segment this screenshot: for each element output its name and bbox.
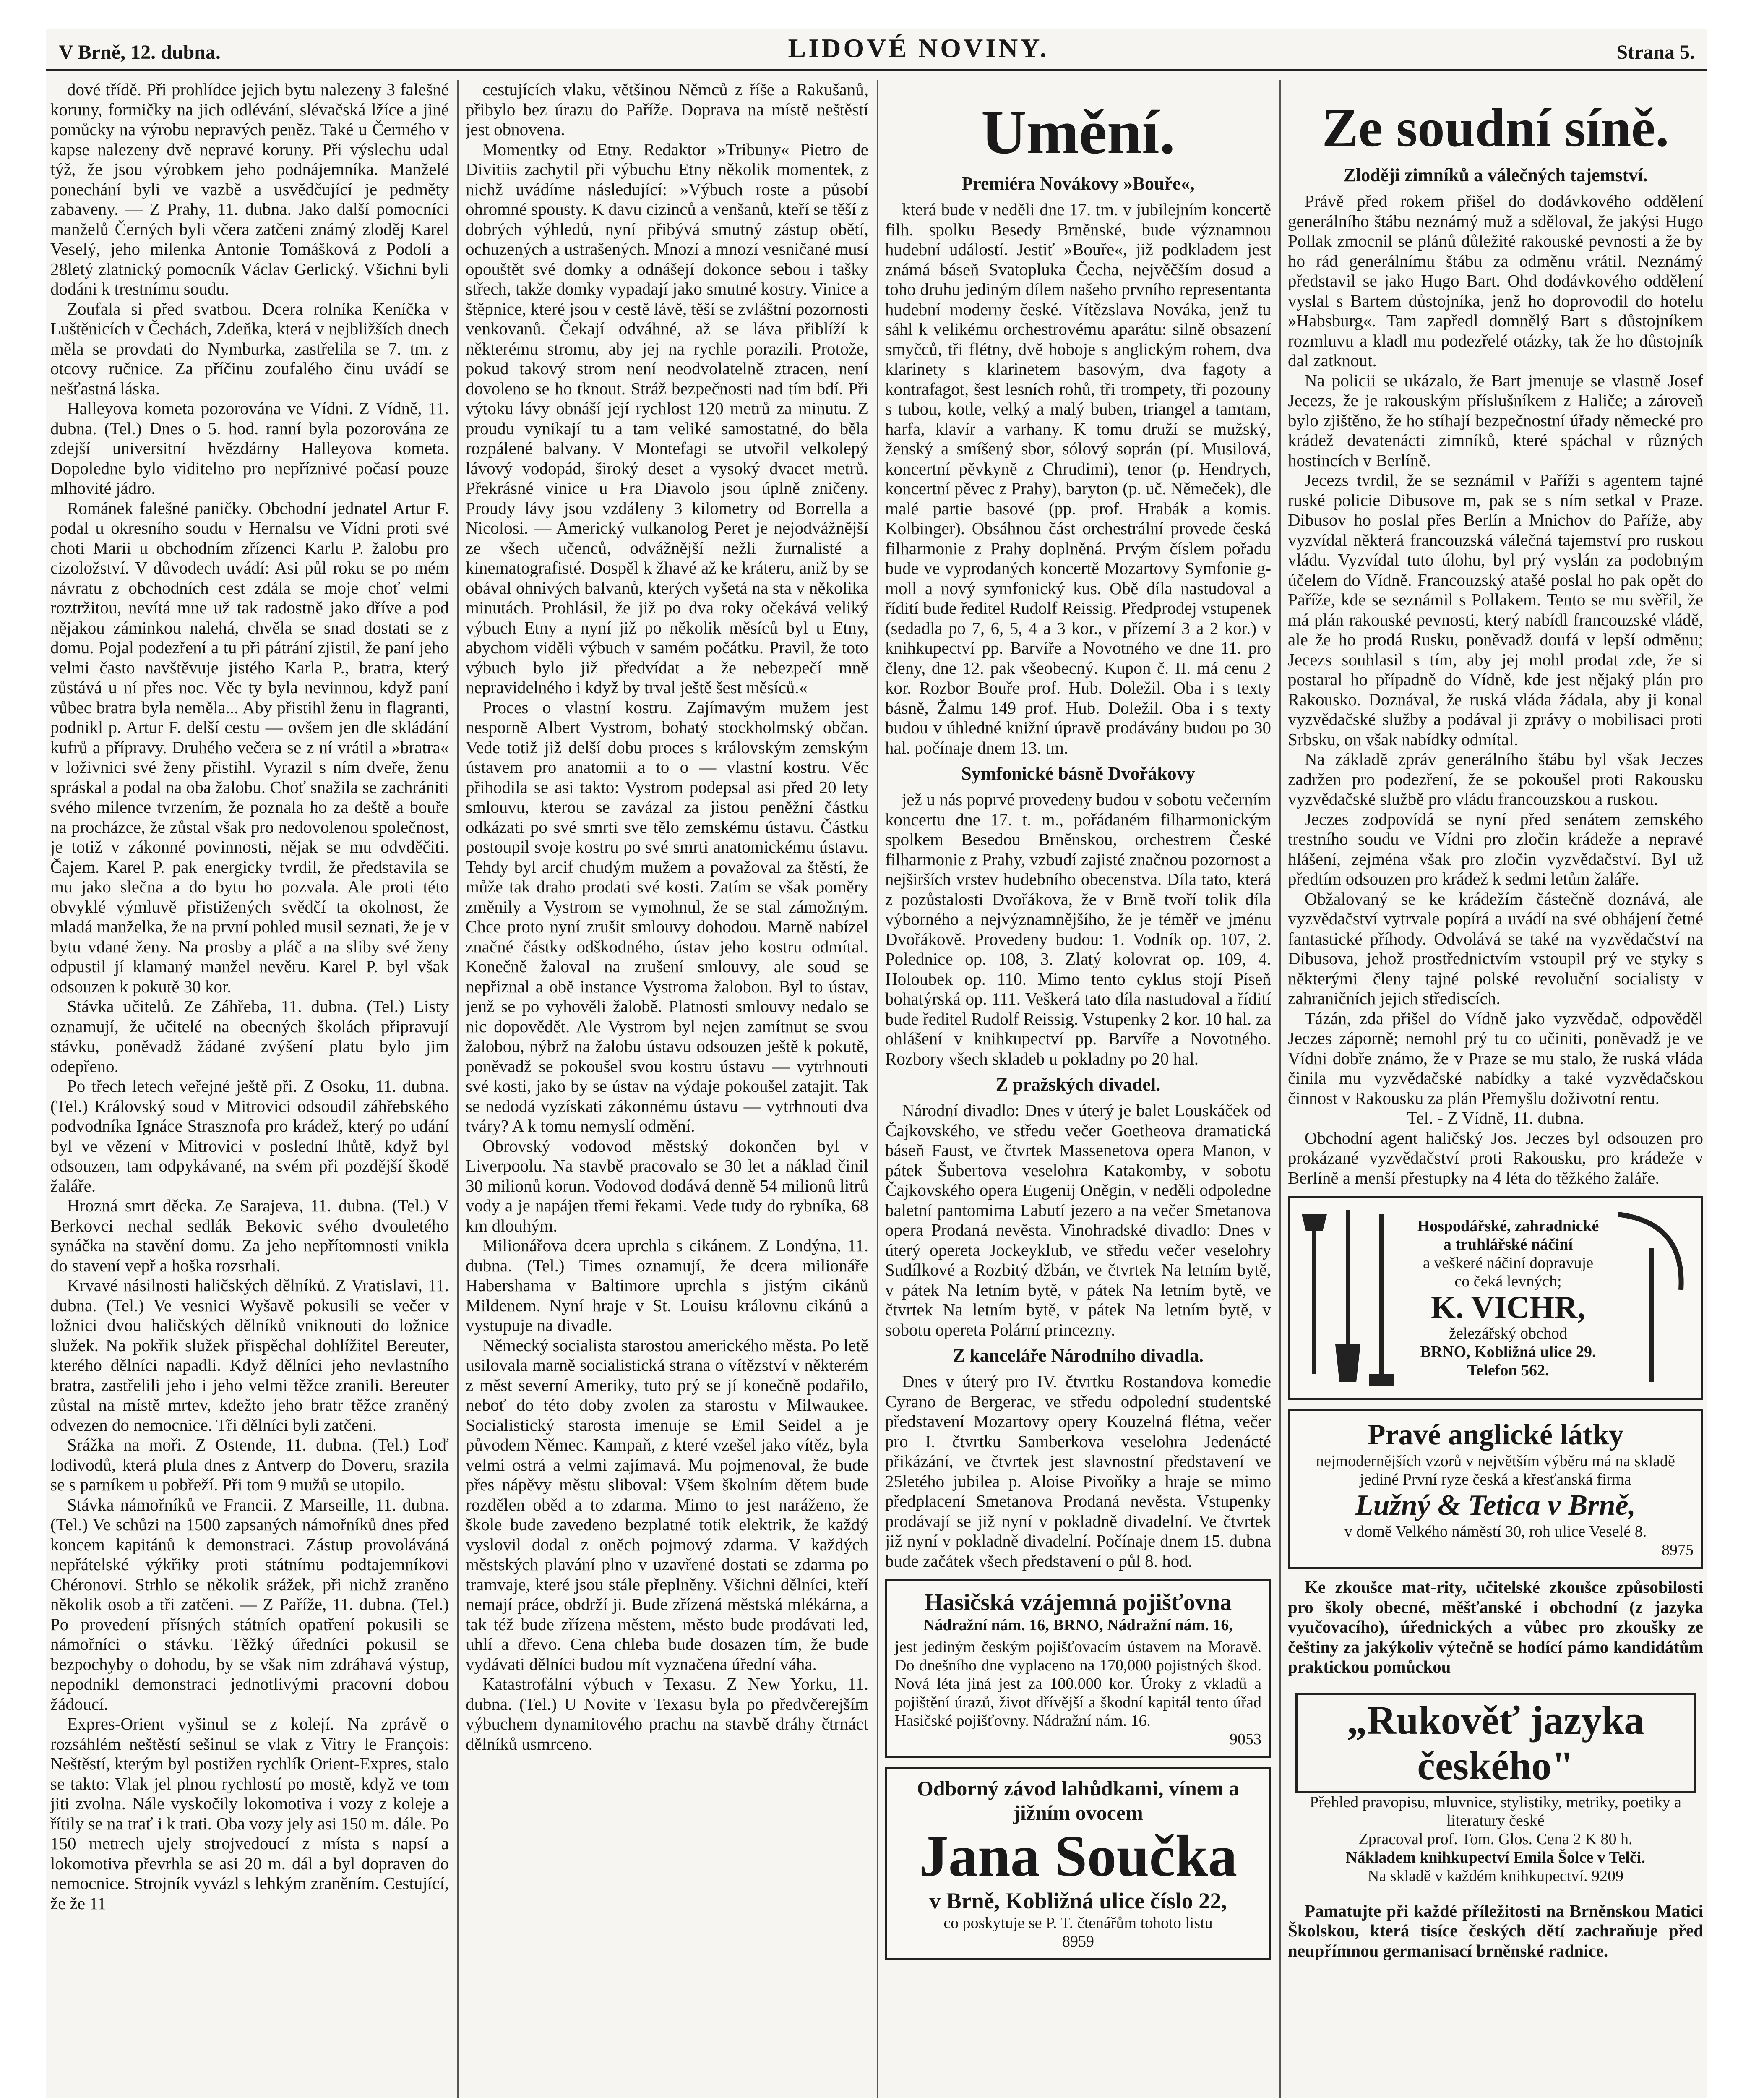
scythe-icon	[1610, 1206, 1694, 1391]
article-paragraph: Jecezs tvrdil, že se seznámil v Paříži s agentem tajné ruské policie Dibusove m, pak se s ním setkal v Praze. Dibusov ho poslal přes Berlín a Mnichov do Paříže, aby vyzvídal některá francouzská válečná tajemství pro ruskou vládu. Vyzvídal tuto úlohu, byl prý vyslán za podobným účelem do Vídně. Francouzský atašé poslal ho pak opět do Paříže, kde se seznámil s Pollakem. Tento se mu svěřil, že má plán rakouské pevnosti, který nabídl francouzské vládě, ale že ho prodá Rusku, poněvadž doufá v lepší odměnu; Jecezs souhlasil s tím, aby jej mohl prodat zde, že si postaral ho případně do Vídně, kde jest nějaký plán pro Rakousko. Doznával, že ruská vláda žádala, aby ji konal vyzvědačské služby a podával ji zprávy o mobilisaci proti Srbsku, on však nabídky odmítal.	[1288, 470, 1703, 749]
column-3	[885, 80, 1271, 2098]
article-paragraph: jež u nás poprvé provedeny budou v sobotu večerním koncertu dne 17. t. m., pořádaném filharmonickým spolkem Besedou Brněnskou, orchestrem České filharmonie z Prahy, vzbudí zajisté značnou pozornost a nejširších vrstev hudebního obecenstva. Díla tato, která z pozůstalosti Dvořákova, že v Brně tvoří tolik díla výborného a nejvýznamnějšího, že je téměř ve jménu Dvořákově. Provedeny budou: 1. Vodník op. 107, 2. Polednice op. 108, 3. Zlatý kolovrat op. 109, 4. Holoubek op. 110. Mimo tento cyklus stojí Píseň bohatýrská op. 111. Veškerá tato díla nastudoval a řídití bude ředitel Rudolf Reissig. Vstupenky 2 kor. 10 hal. za ohlášení v knihkupectví pp. Barvíře a Novotného. Rozbory všech skladeb u pokladny po 20 hal.	[885, 790, 1271, 1068]
article-heading: Z kanceláře Národního divadla.	[952, 1345, 1204, 1366]
article-heading: Z pražských divadel.	[995, 1074, 1161, 1095]
ad-address: v Brně, Kobližná ulice číslo 22,	[929, 1888, 1227, 1913]
ad-hasicska-pojistovna	[885, 1579, 1271, 1758]
ad-name: Jana Součka	[919, 1824, 1238, 1889]
article-paragraph: Srážka na moři. Z Ostende, 11. dubna. (Tel.) Loď lodivodů, která plula dnes z Antverp do Doveru, srazila se s parníkem u pobřeží. Při tom 9 mužů se utopilo.	[50, 1435, 449, 1494]
article-paragraph: Ke zkoušce mat-rity, učitelské zkoušce způsobilosti pro školy obecné, měšťanské i obchodní (z jazyka vyučovacího), úřednických a vůbec pro zkoušky ze češtiny za jakýkoliv výtečně se hodící pámo kandidátům praktickou pomůckou	[1288, 1577, 1703, 1676]
article-paragraph: Obžalovaný se ke krádežím částečně doznává, ale vyzvědačství vytrvale popírá a uvádí na své obhájení četné fantastické příhody. Odvolává se také na vyzvědačství na Dibusova, jehož prostřednictvím vstoupil prý ve styky s některými členy tajné polské revoluční socialisty v zahraničních jejich střediscích.	[1288, 889, 1703, 1008]
column-divider	[877, 80, 878, 2098]
article-paragraph: Obrovský vodovod městský dokončen byl v Liverpoolu. Na stavbě pracovalo se 30 let a náklad činil 30 milionů korun. Vodovod dodává denně 54 milionů litrů vody a je napájen třemi řekami. Vede tudy do rybníka, 68 km dlouhým.	[466, 1136, 868, 1235]
article-paragraph: Hrozná smrt děcka. Ze Sarajeva, 11. dubna. (Tel.) V Berkovci nechal sedlák Bekovic svého dvouletého synáčka na stavění domu. Za jeho nepřítomnosti vnikla do stavení vepř a hoška rozsrhali.	[50, 1196, 449, 1275]
article-paragraph: Pamatujte při každé příležitosti na Brněnskou Matici Školskou, která tisíce českých dětí zachraňuje před neupřímnou germanisací brněnské radnice.	[1288, 1901, 1703, 1960]
article-paragraph: Na základě zpráv generálního štábu byl však Jeczes zadržen pro podezření, že se pokoušel proti Rakousku vyzvědačské službě pro vládu francouzskou a ruskou.	[1288, 749, 1703, 809]
ad-name: K. VICHR,	[1430, 1290, 1586, 1325]
ad-line: Nákladem knihkupectví Emila Šolce v Telči.	[1346, 1848, 1645, 1866]
ad-title: Pravé anglické látky	[1367, 1419, 1624, 1451]
ad-title: Hasičská vzájemná pojišťovna	[924, 1589, 1232, 1615]
ad-number: 9053	[1230, 1730, 1261, 1748]
article-paragraph: Katastrofální výbuch v Texasu. Z New Yorku, 11. dubna. (Tel.) U Novite v Texasu byla po předvčerejším výbuchem dynamitového prachu na stavbě dráhy čtrnáct dělníků usmrceno.	[466, 1674, 868, 1754]
ad-sub: co poskytuje se P. T. čtenářům tohoto listu	[943, 1914, 1213, 1932]
article-paragraph: dové třídě. Při prohlídce jejich bytu nalezeny 3 falešné koruny, formičky na jich odlévání, slévačská lžíce a jiné pomůcky na výrobu nepravých peněz. Také u Čermého v kapse nalezeny dvě nepravé koruny. Při výslechu udal týž, že jsou výrobkem jeho podnájemníka. Manželé ponechání byli ve vazbě a usvědčující je pedměty zabaveny. — Z Prahy, 11. dubna. Jako další pomocníci manželů Černých byli včera zatčeni známý zloděj Karel Veselý, jeho milenka Antonie Tomášková z Podolí a 28letý zlatnický pomocník Václav Gerlický. Všichni byli dodáni k trestnímu soudu.	[50, 80, 449, 298]
ad-line: Na skladě v každém knihkupectví. 9209	[1368, 1867, 1623, 1885]
ad-line: Zpracoval prof. Tom. Glos. Cena 2 K 80 h.	[1358, 1830, 1633, 1848]
article-paragraph: Na policii se ukázalo, že Bart jmenuje se vlastně Josef Jecezs, že je rakouským příslušníkem z Haliče; a zároveň bylo zjištěno, že ho stíhají bezpečnostní úřady německé pro krádež devatenácti zimníků, které spáchal v různých hostincích v Berlíně.	[1288, 371, 1703, 470]
article-paragraph: Národní divadlo: Dnes v úterý je balet Louskáček od Čajkovského, ve středu večer Goetheova dramatická báseň Faust, ve čtvrtek Massenetova opera Manon, v pátek Šubertova veselohra Katakomby, v sobotu Čajkovského opera Eugenij Oněgin, v neděli odpoledne baletní pantomima Labutí jezero a na večer Smetanova opera Prodaná nevěsta. Vinohradské divadlo: Dnes v úterý opereta Jockeyklub, ve středu večer veselohry Sudílkové a Rozbitý džbán, ve čtvrtek Na letním bytě, v pátek Na letním bytě, v pátek Na letním bytě, ve čtvrtek Na letním bytě, v pátek Na letním bytě, v sobotu opereta Polární princezny.	[885, 1101, 1271, 1339]
article-paragraph: Jeczes zodpovídá se nyní před senátem zemského trestního soudu ve Vídni pro zločin krádeže a nepravé hlášení, zejména však pro zločin vyzvědačství. Byl už předtím odsouzen pro krádež k sedmi letům žaláře.	[1288, 809, 1703, 888]
ad-address: Nádražní nám. 16, BRNO, Nádražní nám. 16,	[923, 1616, 1233, 1634]
article-paragraph: Románek falešné paničky. Obchodní jednatel Artur F. podal u okresního soudu v Hernalsu ve Vídni proti své choti Marii u obchodním zřízenci Karlu P. žalobu pro cizoložství. V důvodech uvádí: Asi půl roku se po mém návratu z obchodních cest zdála se moje choť velmi roztržitou, nevítá mne už tak radostně jako dříve a pod nějakou záminkou nalehá, chvěla se snad dostati se z domu. Pojal podezření a tu při pátrání zjistil, že paní jeho velmi často navštěvuje jistého Karla P., bratra, který zůstává u ní přes noc. Věc ty byla nevinnou, když paní vůbec bratra byla neměla... Aby přistihl ženu in flagranti, podnikl p. Artur F. delší cestu — ovšem jen dle skládání kufrů a přípravy. Druhého večera se z ní vrátil a »bratra« v loživnici své ženy přistihl. Vyrazil s ním dveře, ženu spráskal a podal na oba žalobu. Choť snažila se zachrániti svého milence tvrzením, že poznala ho za deště a bouře na procházce, že zůstal však pro nedovolenou společnost, je totiž v zákonné povinnosti, nějak se mu odvděčiti. Čajem. Karel P. pak energicky tvrdil, že představila se mu jako slečna a do bytu ho pozvala. Ale proti této obvyklé výmluvě přistižených svědčí ta okolnost, že mladá manželka, že na první pohled musil seznati, že je v bytu vdané ženy. Na prosby a pláč a na sliby své ženy odpustil jí klamaný manžel nevěru. Karel P. byl však odsouzen k pokutě 30 kor.	[50, 498, 449, 996]
ad-vichr	[1288, 1196, 1703, 1400]
ad-head: Odborný závod lahůdkami, vínem a jižním ovocem	[917, 1777, 1240, 1824]
article-paragraph: která bude v neděli dne 17. tm. v jubilejním koncertě filh. spolku Besedy Brněnské, bude významnou hudební událostí. Jestiť »Bouře«, již podkladem jest známá báseň Svatopluka Čecha, nejvěčším dosud a toho druhu jediným dílem našeho prvního representanta hudební moderny české. Vítězslava Nováka, jenž tu sáhl k velikému orchestrovému aparátu: silně obsazení smyčců, tři flétny, dvě hoboje s anglickým rohem, dva klarinety s klarinetem basovým, dva fagoty a kontrafagot, šest lesních rohů, tři trompety, tři pozouny s tubou, kotle, velký a malý buben, triangel a tamtam, harfa, klavír a varhany. K tomu druží se mužský, ženský a smíšený sbor, sólový soprán (pí. Musilová, koncertní pěvkyně z Chrudimi), tenor (p. Hendrych, koncertní pěvec z Prahy), baryton (p. uč. Němeček), dle malé partie basové (pp. prof. Hrabák a komis. Kolbinger). Obsáhnou část orchestrální provede česká filharmonie z Prahy doplněná. Prvým číslem pořadu bude ve vyprodaných koncertě Mozartovy Symfonie g-moll a nový symfonický kus. Obě díla nastudoval a řídití bude ředitel Rudolf Reissig. Předprodej vstupenek (sedadla po 7, 6, 5, 4 a 3 kor., v přízemí 3 a 2 kor.) v knihkupectví pp. Barvíře a Novotného ve dne 11. pro členy, dne 12. pak všeobecný. Kupon č. II. má cenu 2 kor. Rozbor Bouře prof. Hub. Doležil. Oba i s texty básně, Žalmu 149 prof. Hub. Doležil. Oba i s texty budou v úhledné knižní úpravě prodávány budou po 30 hal. počínaje dnem 13. tm.	[885, 200, 1271, 757]
article-paragraph: Proces o vlastní kostru. Zajímavým mužem jest nesporně Albert Vystrom, bohatý stockholmský občan. Vede totiž již delší dobu proces s královským zemským ústavem pro anatomii a to o — vlastní kostru. Věc přihodila se asi takto: Vystrom podepsal asi před 20 lety smlouvu, kterou se zavázal za jistou peněžní částku odkázati po své smrti sve tělo zemskému ústavu. Částku postoupil svoje kostru po své smrti anatomickému ústavu. Tehdy byl arcif chudým mužem a považoval za štěstí, že může tak draho prodati své kosti. Zatím se však poměry změnily a Vystrom se vymohnul, že se stal zámožným. Chce proto nyní zrušit smlouvy dohodou. Marně nabízel značné částky odškodného, ústav jeho kostru odmítal. Konečně žaloval na zrušení smlouvy, ale soud se nepřiznal a obě instance Vystroma žalobou. Byl to ústav, jenž se po vyhověli žalobě. Platnosti smlouvy nedalo se nic dopovědět. Ale Vystrom byl nejen zamítnut se svou žalobou, nýbrž na žalobu ústavu odsouzen ještě k pokutě, poněvadž se pokoušel svou kostru ústavu — vytrhnouti své kosti, jako by se ústav na výdaje pokoušel zatajit. Tak se nedodá vyzískati zákonnému ústavu — vytrhnouti dva tváry? A k tomu nemyslí odmění.	[466, 697, 868, 1135]
article-paragraph: Tázán, zda přišel do Vídně jako vyzvědač, odpověděl Jeczes záporně; nemohl prý tu co učiniti, poněvadž je ve Vídni dobře známo, že v Praze se mu stalo, že ruská vláda činila mu vyzvědačské nabídky a také vyzvědačskou činnost v Rakousku za plán Přemyšlu doživotní rentu.	[1288, 1008, 1703, 1108]
article-heading: Zloději zimníků a válečných tajemství.	[1343, 165, 1648, 185]
ad-address: BRNO, Kobližná ulice 29.	[1420, 1343, 1596, 1361]
article-paragraph: Stávka učitelů. Ze Záhřeba, 11. dubna. (Tel.) Listy oznamují, že učitelé na obecných školách připravují stávku, poněvadž žádané zvýšení platu bylo jim odepřeno.	[50, 997, 449, 1076]
ad-jana-soucka	[885, 1767, 1271, 1960]
column-1	[50, 80, 449, 2098]
page-number: Strana 5.	[1616, 41, 1695, 63]
ad-name: Lužný & Tetica v Brně,	[1355, 1489, 1636, 1521]
ad-number: 8959	[1062, 1933, 1094, 1950]
column-divider	[1279, 80, 1281, 2098]
column-divider	[457, 80, 459, 2098]
article-paragraph: Expres-Orient vyšinul se z kolejí. Na zprávě o rozsáhlém neštěstí sešinul se vlak z Vitry le François: Neštěstí, kterým byl postižen rychlík Orient-Expres, stalo se takto: Vlak jel plnou rychlostí po mostě, když ve tom jiti zvolna. Nále vyskočily lokomotiva i vozy z koleje a řítily se na trať i k trati. Oba vozy jely asi 150 m. dále. Po 150 metrech ujely strojvedoucí z místa s napsí a lokomotiva převrhla se asi 20 m. dál a byl dopraven do nemocnice. Strojník vyvázl s lehkým zraněním. Cestující, že že 11	[50, 1714, 449, 1913]
article-paragraph: Dnes v úterý pro IV. čtvrtku Rostandova komedie Cyrano de Bergerac, ve středu odpolední studentské představení Mozartovy opery Kouzelná flétna, večer pro I. čtvrtku Samberkova veselohra Jedenácté přikázání, ve čtvrtek jest slavnostní představení ve 25letého jubilea p. Aloise Pivoňky a hraje se mimo předplacení Smetanova Prodaná nevěsta. Vstupenky prodávají se již nyní v pokladně divadelní. Ve čtvrtek již nyní v pokladně divadelní. Počínaje dnem 15. dubna bude začátek všech představení o půl 8. hod.	[885, 1372, 1271, 1571]
ad-line: nejmodernějších vzorů v největším výběru má na skladě jediné První ryze česká a křesťanská firma	[1316, 1452, 1675, 1488]
article-paragraph: Zoufala si před svatbou. Dcera rolníka Keníčka v Luštěnicích v Čechách, Zdeňka, která v nejbližších dnech měla se provdati do Nymburka, zastřelila se 7. tm. z otcovy ručnice. Za příčinu zoufalého činu uvádí se nešťastná láska.	[50, 299, 449, 398]
tools-icon	[1298, 1206, 1407, 1391]
article-heading: Premiéra Novákovy »Bouře«,	[961, 173, 1195, 194]
ad-address: v domě Velkého náměstí 30, roh ulice Veselé 8.	[1344, 1523, 1647, 1540]
ad-rukovet	[1288, 1686, 1703, 1893]
column-2	[466, 80, 868, 2098]
page-header	[46, 29, 1707, 71]
ad-telephone: Telefon 562.	[1467, 1362, 1549, 1379]
article-paragraph: Halleyova kometa pozorována ve Vídni. Z Vídně, 11. dubna. (Tel.) Dnes o 5. hod. ranní byla pozorována ze zdejší universitní hvězdárny Halleyova kometa. Dopoledne bylo viditelno pro nepříznivé počasí pouze mlhovité jádro.	[50, 399, 449, 498]
ad-number: 8975	[1662, 1541, 1694, 1559]
ad-text: jest jediným českým pojišťovacím ústavem na Moravě. Do dnešního dne vyplaceno na 170,000 pojistných škod. Nová léta jiná jest za 100.000 kor. Úroky z vkladů a pojištění úrazů, život dřívější a škodní kapitál tento úřad Hasičské pojišťovny. Nádražní nám. 16.	[895, 1638, 1261, 1730]
ad-title: „Rukověť jazyka českého"	[1295, 1693, 1696, 1793]
ad-line: Hospodářské, zahradnické a truhlářské náčiní	[1417, 1217, 1599, 1253]
column-4	[1288, 80, 1703, 2098]
ad-luzny-tetica	[1288, 1409, 1703, 1569]
article-paragraph: cestujících vlaku, většinou Němců z říše a Rakušanů, přibylo bez úrazu do Paříže. Doprava na místě neštěstí jest obnovena.	[466, 80, 868, 139]
masthead: LIDOVÉ NOVINY.	[788, 33, 1049, 63]
ad-line: železářský obchod	[1449, 1325, 1567, 1342]
article-paragraph: Krvavé násilnosti haličských dělníků. Z Vratislavi, 11. dubna. (Tel.) Ve vesnici Wyšavě pokusili se večer v ložnici dvou haličských dělníků vniknouti do ložnice služek. Na pokřik služek přispěchal dohlížitel Bereuter, kterého dělníci napadli. Když dělníci jeho nevlastního bratra, zastřelili jeho i jeho velmi těžce zranili. Bereuter zůstal na místě mrtev, kdežto jeho bratr těžce zraněný odvezen do nemocnice. Tři dělníci byli zatčeni.	[50, 1276, 449, 1435]
ad-line: a veškeré náčiní dopravuje co čeká levných;	[1423, 1254, 1594, 1290]
section-title-art: Umění.	[981, 97, 1175, 167]
article-paragraph: Německý socialista starostou amerického města. Po letě usilovala marně socialistická strana o vítězství v některém z měst severní Ameriky, tuto prý se jí konečně podařilo, neboť do této doby zvolen za starostu v Milwaukee. Socialistický starosta imenuje se Emil Seidel a je původem Němec. Kampaň, z které vzešel jako vítěz, byla velmi ostrá a velmi zajímavá. Mu pojmenoval, že bude přes nápěvy městu sliboval: Všem školním dětem bude rozdělen oběd a to zdarma. Mimo to jest naráženo, že škole bude zavedeno bezplatné totik elektrik, že každý vyslovil dodal z oněch pojmový zdarma. V každých městských plavání plno v uzavřené dostati se zdarma po tramvaje, které jsou stále přeplněny. Všichni dělníci, kteří nemají práce, obdrží ji. Bude zřízená městská mlékárna, a tak též bude zřízena městem, město bude prodávati led, uhlí a dřevo. Cena chleba bude dosazen tím, že bude vydávati dělníci budou mít vyznačena úřední váha.	[466, 1335, 868, 1674]
article-paragraph: Obchodní agent haličský Jos. Jeczes byl odsouzen pro prokázané vyzvědačství proti Rakousku, pro krádeže v Berlíně a menší přestupky na 4 léta do těžkého žaláře.	[1288, 1128, 1703, 1187]
article-paragraph: Stávka námořníků ve Francii. Z Marseille, 11. dubna. (Tel.) Ve schůzi na 1500 zapsaných námořníků dnes před koncem kapitánů k demonstraci. Zástup provoláváná nepřátelské výkřiky proti státnímu podtajemníkovi Chéronovi. Strhlo se několik srážek, při nichž zraněno několik osob a tři zatčeni. — Z Paříže, 11. dubna. (Tel.) Po provedení přísných státních opatření pokusili se námořníci o stávku. Těžký úředníci pokusil se bezpochyby o dohodu, by se však nim zdráhavá výstup, nepodnikl demonstraci jednotlivými pracovní dobou žádoucí.	[50, 1495, 449, 1714]
section-title-court: Ze soudní síně.	[1322, 98, 1669, 158]
article-paragraph: Po třech letech veřejné ještě při. Z Osoku, 11. dubna. (Tel.) Královský soud v Mitrovici odsoudil záhřebského podvodníka Ignáce Strasznofa pro krádež, který po udání byl ve vězení v Mitrovici v poslední lhůtě, když byl odsouzen, tam odpykávané, na svém při pozdější škodě žaláře.	[50, 1076, 449, 1195]
ad-line: Přehled pravopisu, mluvnice, stylistiky, metriky, poetiky a literatury české	[1310, 1793, 1681, 1829]
article-paragraph: Milionářova dcera uprchla s cikánem. Z Londýna, 11. dubna. (Tel.) Times oznamují, že dcera milionáře Habershama v Baltimore uprchla s jistým cikánů Mildenem. Nyní hraje v St. Louisu královnu cikánů a vystupuje na divadle.	[466, 1236, 868, 1335]
header-date: V Brně, 12. dubna.	[59, 41, 221, 63]
newspaper-page	[46, 29, 1707, 2098]
article-heading: Symfonické básně Dvořákovy	[961, 763, 1195, 784]
dateline: Tel. - Z Vídně, 11. dubna.	[1407, 1108, 1584, 1127]
article-paragraph: Právě před rokem přišel do dodávkového oddělení generálního štábu neznámý muž a sděloval, že jakýsi Hugo Pollak zmocnil se plánů důležité rakouské pevnosti a že by ho rád generálnímu štábu za odměnu vrátil. Neznámý představil se jako Hugo Bart. Ohd dodávkového oddělení vyslal s Bartem důstojníka, jenž ho doprovodil do hotelu »Habsburg«. Tam zapředl domnělý Bart s důstojníkem rozmluvu a kladl mu podezřelé otázky, tak že ho důstojník dal zatknout.	[1288, 191, 1703, 370]
article-paragraph: Momentky od Etny. Redaktor »Tribuny« Pietro de Divitiis zachytil při výbuchu Etny několik momentek, z nichž uvádíme následující: »Výbuch roste a působí ohromné spousty. K davu cizinců a venšanů, kteří se těší z dobrých výhledů, nyní přibývá smutný zástup obětí, ochuzených a ustrašených. Mnozí a mnozí vesničané musí opouštět své domky a odnášejí dokonce sebou i tašky střech, takže domky vypadají jako smutné kostry. Vinice a štěpnice, které jsou v cestě lávě, těší se zvláštní pozornosti venkovanů. Čekají odváhné, až se láva přiblíží k některému stromu, aby jej na rychle porazili. Protože, pokud takový strom není neodvolatelně ztracen, není dovoleno se ho tknout. Stráž bezpečnosti nad tím bdí. Při výtoku lávy obnáší její rychlost 120 metrů za minutu. Z proudu vynikají tu a tam veliké samostatné, do běla rozpálené balvany. V Montefagi se utvořil velkolepý lávový vodopád, široký deset a vysoký dvacet metrů. Překrásné vinice u Fra Diavolo jsou úplně zničeny. Proudy lávy jsou vzdáleny 3 kilometry od Borrella a Nicolosi. — Americký vulkanolog Peret je nejodvážnější ze všech učenců, odvážnější nežli žurnalisté a kinematografisté. Dospěl k žhavé až ke kráteru, aniž by se obával ohnivých balvanů, kterých vyšetá na sta v několika minutách. Prohlásil, že již po dva roky očekává veliký výbuch Etny a nyní již po několik měsíců byl u Etny, abychom viděli výbuch v samém počátku. Pravil, že toto výbuch bylo již předvídat a že nebezpečí mně nepravidelného i když by trval ještě šest měsíců.«	[466, 139, 868, 697]
